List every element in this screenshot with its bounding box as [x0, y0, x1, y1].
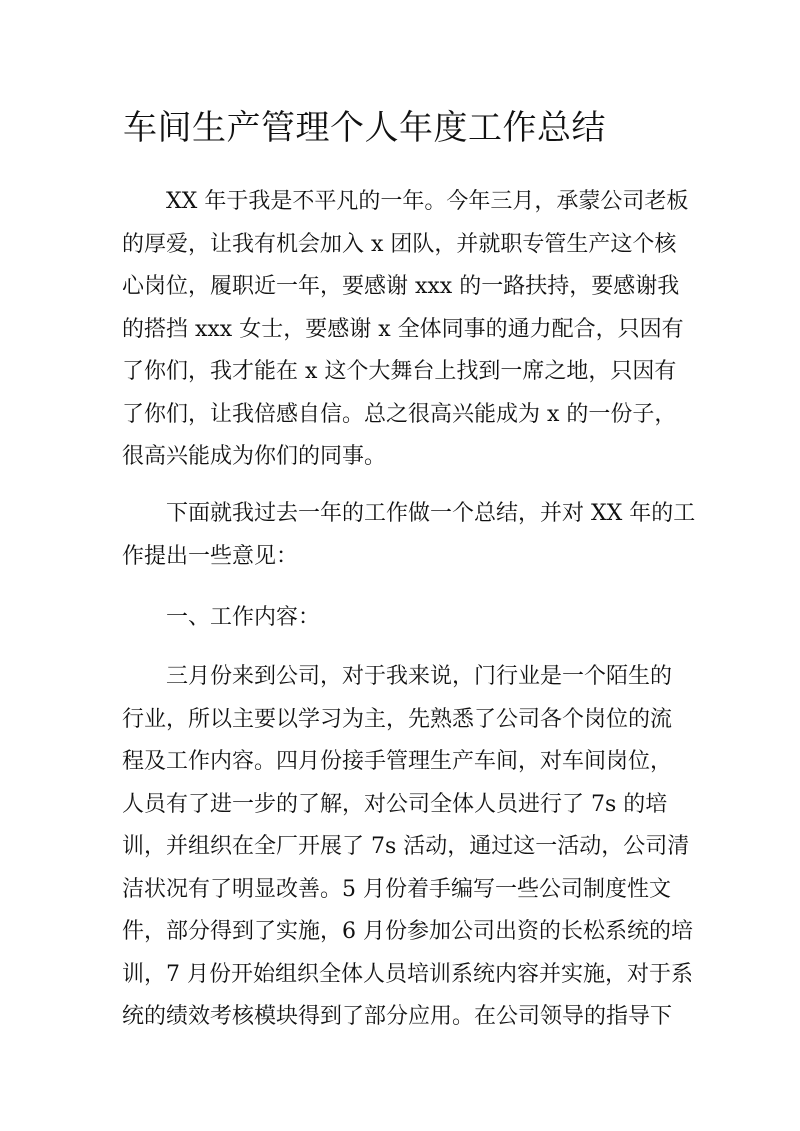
text-line: 了你们，我才能在 x 这个大舞台上找到一席之地，只因有 — [122, 359, 677, 384]
document-title: 车间生产管理个人年度工作总结 — [123, 108, 606, 148]
text-line: 作提出一些意见： — [122, 543, 299, 569]
text-line: 训，7 月份开始组织全体人员培训系统内容并实施，对于系 — [122, 961, 693, 987]
text-line: XX 年于我是不平凡的一年。今年三月，承蒙公司老板 — [166, 189, 689, 214]
text-line: 人员有了进一步的了解，对公司全体人员进行了 7s 的培 — [122, 791, 668, 817]
text-line: 件，部分得到了实施，6 月份参加公司出资的长松系统的培 — [122, 919, 693, 944]
text-line: 了你们，让我倍感自信。总之很高兴能成为 x 的一份子， — [122, 401, 677, 427]
text-line: 三月份来到公司，对于我来说，门行业是一个陌生的 — [166, 664, 673, 689]
text-line: 的厚爱，让我有机会加入 x 团队，并就职专管生产这个核 — [122, 231, 677, 257]
text-line: 一、工作内容： — [166, 605, 321, 630]
text-line: 心岗位，履职近一年，要感谢 xxx 的一路扶持，要感谢我 — [122, 274, 680, 299]
text-line: 很高兴能成为你们的同事。 — [122, 444, 387, 469]
text-line: 行业，所以主要以学习为主，先熟悉了公司各个岗位的流 — [122, 706, 673, 732]
text-line: 下面就我过去一年的工作做一个总结，并对 XX 年的工 — [166, 501, 696, 526]
text-line: 训，并组织在全厂开展了 7s 活动，通过这一活动，公司清 — [122, 834, 690, 859]
text-line: 的搭挡 xxx 女士，要感谢 x 全体同事的通力配合，只因有 — [122, 316, 684, 342]
text-line: 统的绩效考核模块得到了部分应用。在公司领导的指导下 — [122, 1004, 673, 1029]
text-line: 洁状况有了明显改善。5 月份着手编写一些公司制度性文 — [122, 876, 671, 902]
section-heading-work-content — [122, 597, 682, 640]
paragraph-intro — [122, 181, 689, 479]
paragraph-work-content — [122, 656, 693, 1039]
paragraph-summary-intro — [122, 493, 696, 578]
text-line: 程及工作内容。四月份接手管理生产车间，对车间岗位， — [122, 749, 673, 774]
